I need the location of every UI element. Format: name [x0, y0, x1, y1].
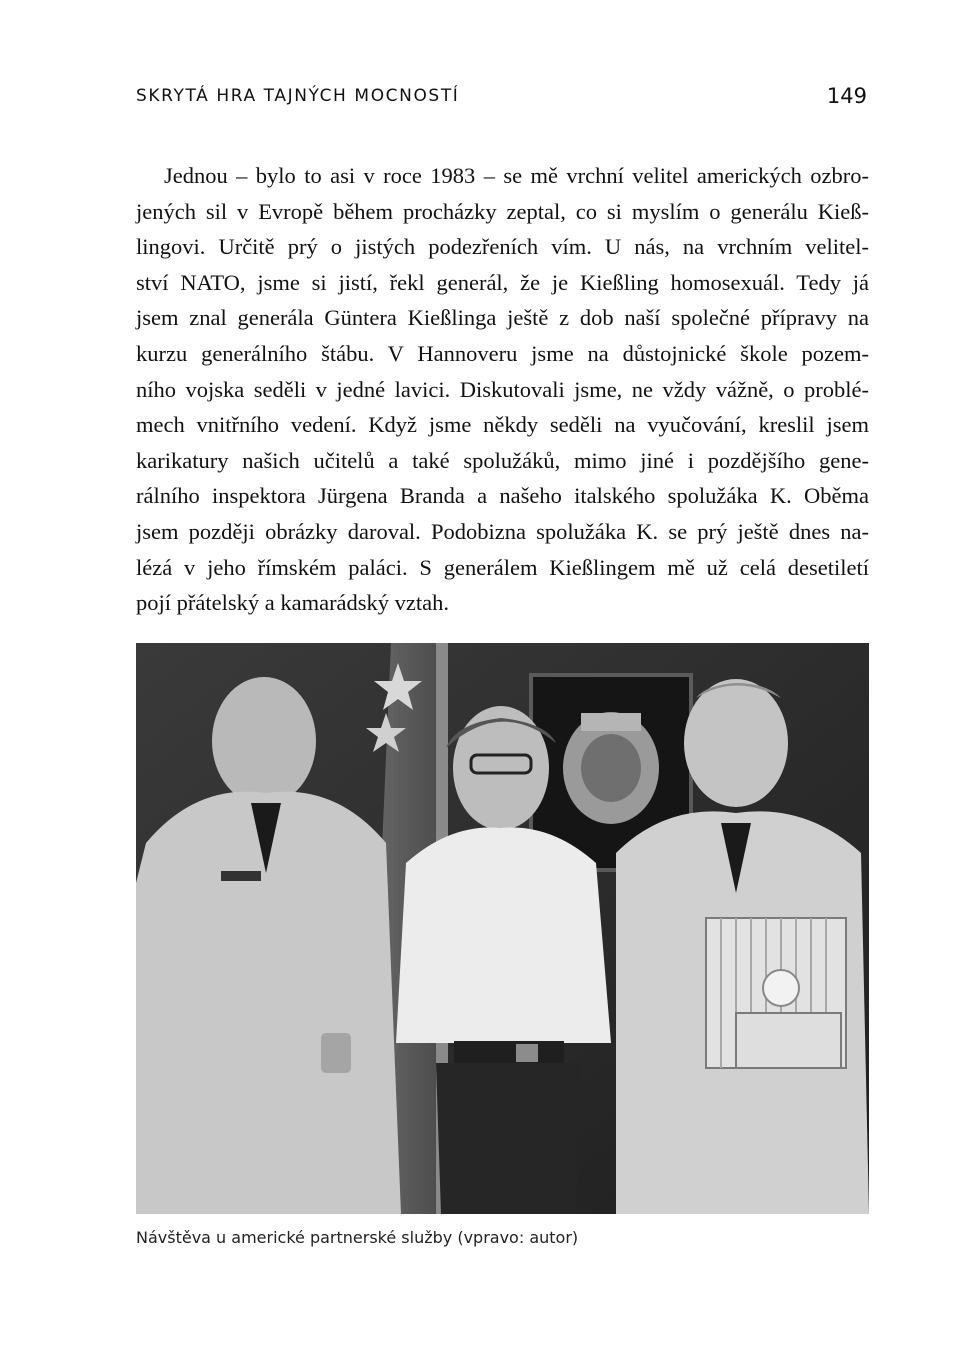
- paragraph-line: kurzu generálního štábu. V Hannoveru jsme na důstojnické škole pozem-: [136, 340, 869, 366]
- paragraph-line: jsem později obrázky daroval. Podobizna spolužáka K. se prý ještě dnes na-: [136, 518, 869, 544]
- page-number: 149: [826, 84, 867, 108]
- paragraph-line: mech vnitřního vedení. Když jsme někdy seděli na vyučování, kreslil jsem: [136, 412, 869, 438]
- paragraph-line: jsem znal generála Güntera Kießlinga ještě z dob naší společné přípravy na: [136, 305, 869, 331]
- body-paragraph: [136, 158, 869, 621]
- paragraph-line: rálního inspektora Jürgena Branda a našeho italského spolužáka K. Oběma: [136, 483, 869, 509]
- paragraph-line: Jednou – bylo to asi v roce 1983 – se mě vrchní velitel amerických ozbro-: [164, 163, 869, 188]
- paragraph-line: lingovi. Určitě prý o jistých podezřeních vím. U nás, na vrchním velitel-: [136, 234, 869, 260]
- paragraph-line: jených sil v Evropě během procházky zeptal, co si myslím o generálu Kieß-: [136, 198, 869, 224]
- gift-box: [706, 918, 846, 1068]
- paragraph-line: karikatury našich učitelů a také spolužáků, mimo jiné i pozdějšího gene-: [136, 447, 869, 473]
- figure-caption: Návštěva u americké partnerské služby (vpravo: autor): [136, 1228, 579, 1247]
- paragraph-line: lézá v jeho římském paláci. S generálem Kießlingem mě už celá desetiletí: [136, 554, 869, 580]
- running-header-title: SKRYTÁ HRA TAJNÝCH MOCNOSTÍ: [136, 86, 460, 106]
- paragraph-line: ního vojska seděli v jedné lavici. Diskutovali jsme, ne vždy vážně, o problé-: [136, 376, 869, 402]
- photograph: [136, 643, 869, 1214]
- paragraph-line: ství NATO, jsme si jistí, řekl generál, že je Kießling homosexuál. Tedy já: [136, 269, 869, 295]
- paragraph-line: pojí přátelský a kamarádský vztah.: [136, 590, 450, 616]
- photo-illustration: [136, 643, 869, 1214]
